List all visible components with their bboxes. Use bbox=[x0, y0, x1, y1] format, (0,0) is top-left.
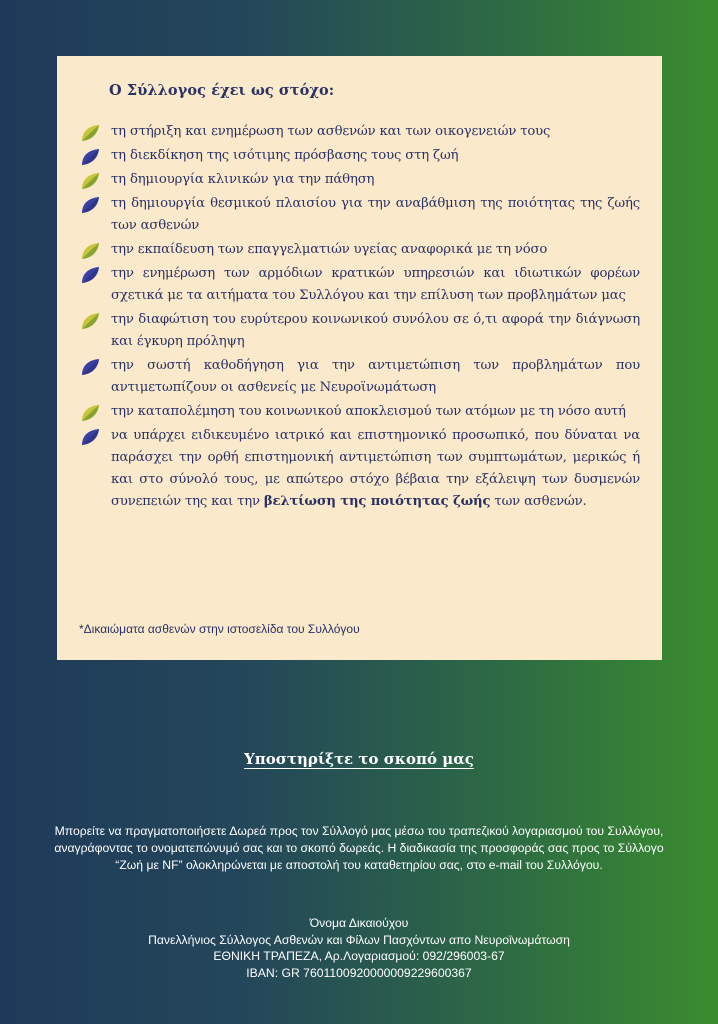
beneficiary-block bbox=[30, 915, 688, 981]
goal-text: να υπάρχει ειδικευμένο ιατρικό και επιστημονικό προσωπικό, που δύναται να παράσχει την ορθή επιστημονική αντιμετώπιση των συμπτωμάτων, μερικώς ή και στο σύνολό τους, με απώτερο στόχο βέβαια την εξάλειψη των δυσμενών συνεπειών της και την bbox=[111, 428, 640, 509]
goal-item bbox=[79, 355, 640, 399]
beneficiary-label: Όνομα Δικαιούχου bbox=[309, 916, 409, 930]
goal-item bbox=[79, 309, 640, 353]
support-title: Υποστηρίξτε το σκοπό μας bbox=[244, 750, 474, 768]
goal-text: την σωστή καθοδήγηση για την αντιμετώπιση των προβλημάτων που αντιμετωπίζουν οι ασθενείς με Νευροϊνωμάτωση bbox=[111, 358, 640, 395]
beneficiary-name: Πανελλήνιος Σύλλογος Ασθενών και Φίλων Πασχόντων απο Νευροϊνωμάτωση bbox=[148, 932, 570, 947]
goal-text: την διαφώτιση του ευρύτερου κοινωνικού συνόλου σε ό,τι αφορά την διάγνωση και έγκυρη πρόληψη bbox=[111, 312, 640, 349]
goal-item bbox=[79, 145, 640, 167]
yellow-leaf-icon bbox=[79, 171, 101, 191]
blue-leaf-icon bbox=[79, 357, 101, 377]
goals-list bbox=[79, 121, 640, 513]
goal-item bbox=[79, 401, 640, 423]
goal-item bbox=[79, 263, 640, 307]
goal-text: την καταπολέμηση του κοινωνικού αποκλεισμού των ατόμων με τη νόσο αυτή bbox=[111, 404, 626, 419]
goal-emphasis: βελτίωση της ποιότητας ζωής bbox=[263, 494, 491, 509]
blue-leaf-icon bbox=[79, 427, 101, 447]
iban: IBAN: GR 7601100920000009229600367 bbox=[246, 965, 472, 980]
goal-text: τη δημιουργία θεσμικού πλαισίου για την αναβάθμιση της ποιότητας της ζωής των ασθενών bbox=[111, 196, 640, 233]
goal-text: τη δημιουργία κλινικών για την πάθηση bbox=[111, 172, 375, 187]
goals-title: Ο Σύλλογος έχει ως στόχο: bbox=[109, 82, 335, 99]
goal-item bbox=[79, 239, 640, 261]
donation-text: Μπορείτε να πραγματοποιήσετε Δωρεά προς τον Σύλλογό μας μέσω του τραπεζικού λογαριασμού του Συλλόγου, αναγράφοντας το ονοματεπώνυμό σας και το σκοπό δωρεάς. Η διαδικασία της προσφοράς σας προς το Σύλλογο “Ζωή με NF” ολοκληρώνεται με αποστολή του καταθετηρίου σας, στο e-mail του Συλλόγου. bbox=[54, 824, 664, 872]
blue-leaf-icon bbox=[79, 265, 101, 285]
goal-text: την εκπαίδευση των επαγγελματιών υγείας αναφορικά με τη νόσο bbox=[111, 242, 548, 257]
goal-item bbox=[79, 425, 640, 513]
yellow-leaf-icon bbox=[79, 241, 101, 261]
goal-item bbox=[79, 193, 640, 237]
goal-item bbox=[79, 121, 640, 143]
yellow-leaf-icon bbox=[79, 123, 101, 143]
blue-leaf-icon bbox=[79, 147, 101, 167]
goal-text: τη στήριξη και ενημέρωση των ασθενών και των οικογενειών τους bbox=[111, 124, 551, 139]
goal-text: των ασθενών. bbox=[490, 494, 587, 509]
goal-text: τη διεκδίκηση της ισότιμης πρόσβασης τους στη ζωή bbox=[111, 148, 459, 163]
blue-leaf-icon bbox=[79, 195, 101, 215]
goal-item bbox=[79, 169, 640, 191]
footnote: *Δικαιώματα ασθενών στην ιστοσελίδα του Συλλόγου bbox=[79, 622, 360, 636]
goal-text: την ενημέρωση των αρμόδιων κρατικών υπηρεσιών και ιδιωτικών φορέων σχετικά με τα αιτήματα του Συλλόγου και την επίλυση των προβλημάτων μας bbox=[111, 266, 640, 303]
goals-panel bbox=[57, 56, 662, 660]
bank-account: ΕΘΝΙΚΗ ΤΡΑΠΕΖΑ, Αρ.Λογαριασμού: 092/296003-67 bbox=[213, 949, 505, 963]
yellow-leaf-icon bbox=[79, 403, 101, 423]
yellow-leaf-icon bbox=[79, 311, 101, 331]
